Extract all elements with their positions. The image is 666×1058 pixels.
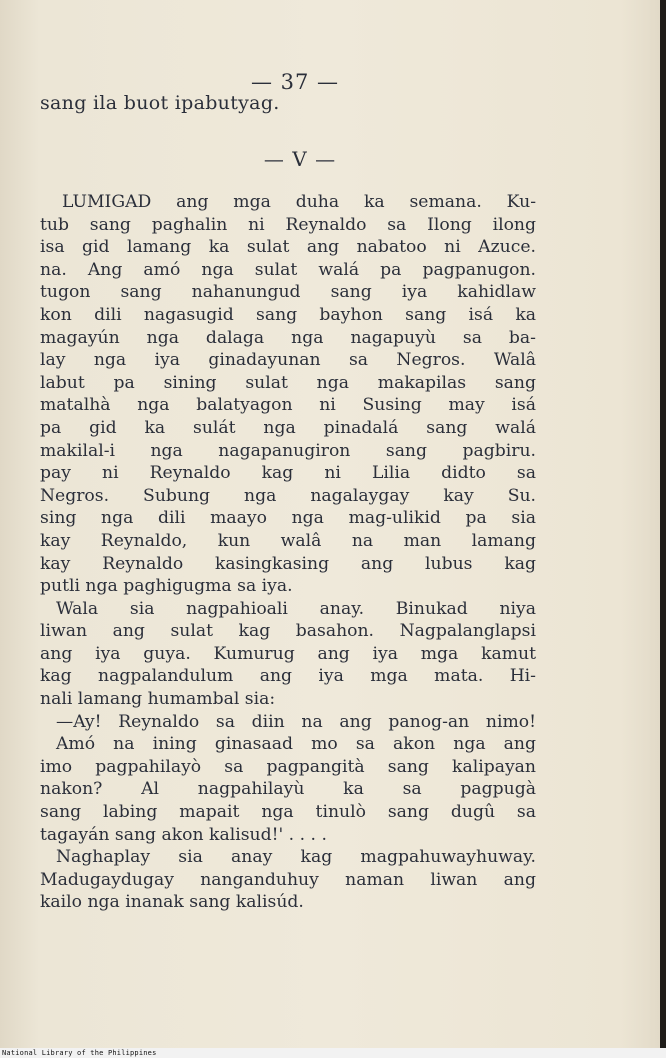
text-line: kay Reynaldo, kun walâ na man lamang <box>40 530 536 551</box>
text-line: imo pagpahilayò sa pagpangità sang kalipayan <box>40 756 536 777</box>
text-line: nali lamang humambal sia: <box>40 689 276 710</box>
text-line: kay Reynaldo kasingkasing ang lubus kag <box>40 553 536 574</box>
text-line: tugon sang nahanungud sang iya kahidlaw <box>40 282 536 303</box>
text-line: tub sang paghalin ni Reynaldo sa Ilong ilong <box>40 214 536 235</box>
carryover-line: sang ila buot ipabutyag. <box>40 92 280 114</box>
text-line: nakon? Al nagpahilayù ka sa pagpugà <box>40 779 536 800</box>
footer-strip <box>0 1048 666 1058</box>
text-line: —Ay! Reynaldo sa diin na ang panog-an nimo! <box>56 711 536 732</box>
text-line: labut pa sining sulat nga makapilas sang <box>40 372 536 393</box>
footer-credit: National Library of the Philippines <box>2 1049 157 1057</box>
text-line: makilal-i nga nagapanugiron sang pagbiru. <box>40 440 536 461</box>
page-edge-shadow <box>660 0 666 1058</box>
text-line: pay ni Reynaldo kag ni Lilia didto sa <box>40 463 536 484</box>
text-line: sing nga dili maayo nga mag-ulikid pa sia <box>40 508 536 529</box>
text-line: kon dili nagasugid sang bayhon sang isá ka <box>40 304 536 325</box>
text-line: ang iya guya. Kumurug ang iya mga kamut <box>40 643 536 664</box>
text-line: na. Ang amó nga sulat walá pa pagpanugon. <box>40 259 536 280</box>
page-number: — 37 — <box>250 70 340 94</box>
text-line: sang labing mapait nga tinulò sang dugû sa <box>40 802 536 823</box>
text-line: Amó na ining ginasaad mo sa akon nga ang <box>56 734 536 755</box>
text-line: Naghaplay sia anay kag magpahuwayhuway. <box>56 847 536 868</box>
text-line: Wala sia nagpahioali anay. Binukad niya <box>56 598 536 619</box>
text-line: Negros. Subung nga nagalaygay kay Su. <box>40 485 536 506</box>
text-line: pa gid ka sulát nga pinadalá sang walá <box>40 417 536 438</box>
text-line: Madugaydugay nanganduhuy naman liwan ang <box>40 869 536 890</box>
text-line: magayún nga dalaga nga nagapuyù sa ba- <box>40 327 536 348</box>
text-line: lay nga iya ginadayunan sa Negros. Walâ <box>40 350 536 371</box>
body-text <box>40 191 536 914</box>
text-line: tagayán sang akon kalisud!' . . . . <box>40 824 327 845</box>
text-line: kag nagpalandulum ang iya mga mata. Hi- <box>40 666 536 687</box>
text-line: putli nga paghigugma sa iya. <box>40 576 293 597</box>
section-heading: — V — <box>263 147 337 171</box>
text-line: LUMIGAD ang mga duha ka semana. Ku- <box>62 192 536 212</box>
text-line: kailo nga inanak sang kalisúd. <box>40 892 304 913</box>
text-line: matalhà nga balatyagon ni Susing may isá <box>40 395 536 416</box>
text-line: isa gid lamang ka sulat ang nabatoo ni Azuce. <box>40 237 536 258</box>
text-line: liwan ang sulat kag basahon. Nagpalanglapsi <box>40 621 536 642</box>
